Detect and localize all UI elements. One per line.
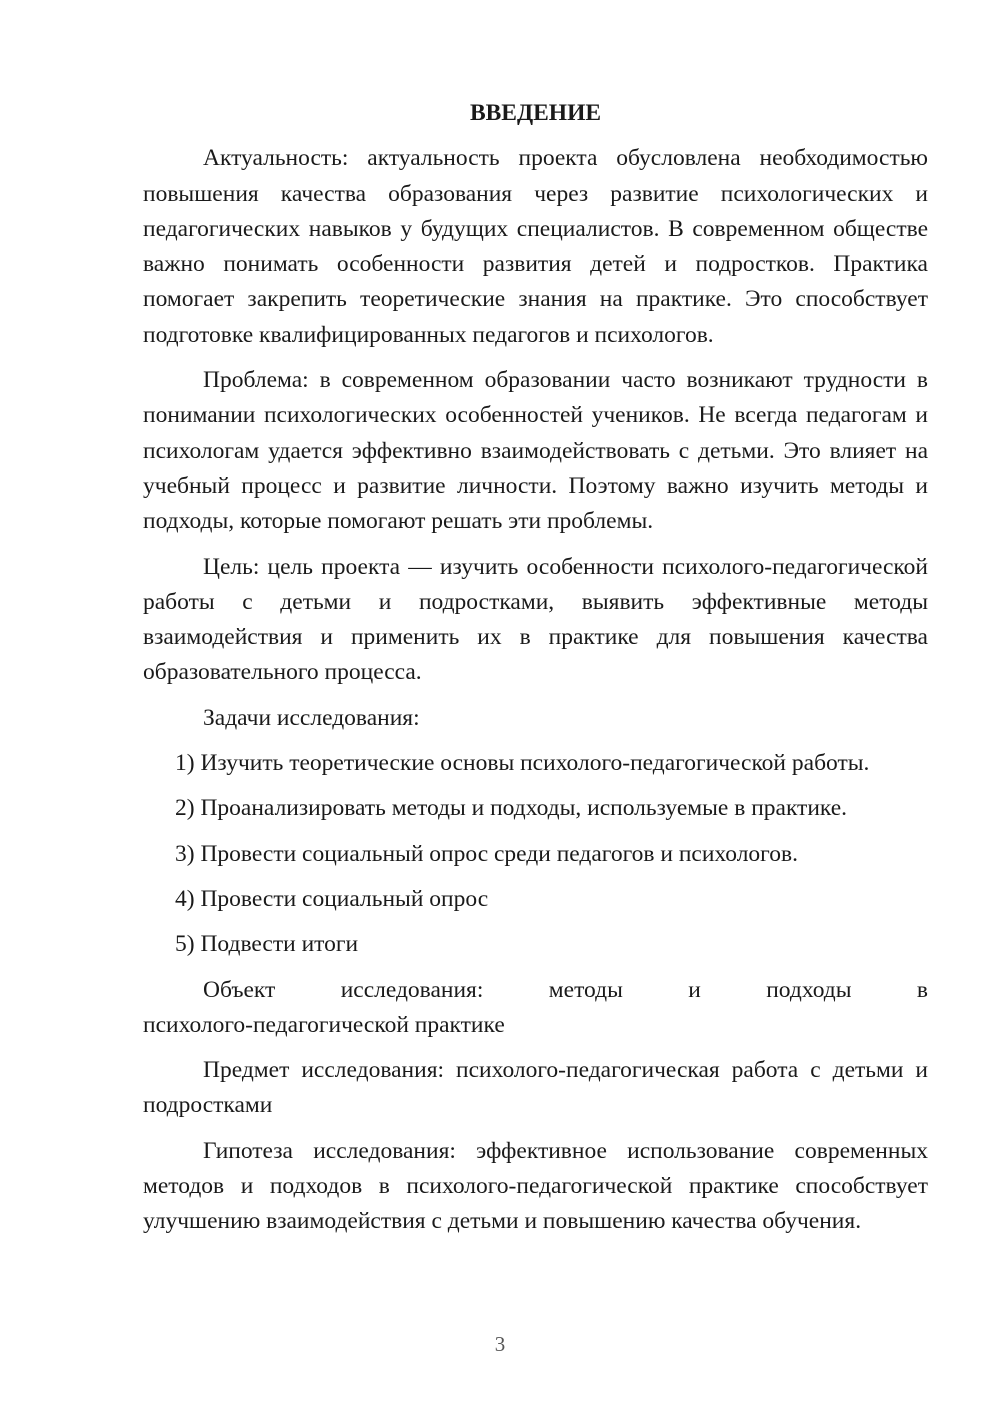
- subject-paragraph: Предмет исследования: психолого-педагогическая работа с детьми и подростками: [143, 1057, 928, 1119]
- task-item: 3) Провести социальный опрос среди педагогов и психологов.: [175, 840, 798, 867]
- task-item: 1) Изучить теоретические основы психолого-педагогической работы.: [175, 750, 870, 777]
- goal-paragraph: Цель: цель проекта — изучить особенности психолого-педагогической работы с детьми и подростками, выявить эффективные методы взаимодействия и применить их в практике для повышения качества образовательного процесса.: [143, 553, 928, 686]
- object-paragraph-line2: психолого-педагогической практике: [143, 1011, 505, 1038]
- tasks-list: [143, 746, 928, 962]
- problem-paragraph: Проблема: в современном образовании часто возникают трудности в понимании психологических особенностей учеников. Не всегда педагогам и психологам удается эффективно взаимодействовать с детьми. Это влияет на учебный процесс и развитие личности. Поэтому важно изучить методы и подходы, которые помогают решать эти проблемы.: [143, 367, 928, 535]
- hypothesis-paragraph: Гипотеза исследования: эффективное использование современных методов и подходов в психолого-педагогической практике способствует улучшению взаимодействия с детьми и повышению качества обучения.: [143, 1137, 928, 1235]
- section-heading: ВВЕДЕНИЕ: [469, 100, 602, 126]
- task-item: 5) Подвести итоги: [175, 931, 359, 958]
- tasks-title: Задачи исследования:: [203, 704, 420, 731]
- relevance-paragraph: Актуальность: актуальность проекта обусловлена необходимостью повышения качества образования через развитие психологических и педагогических навыков у будущих специалистов. В современном обществе важно понимать особенности развития детей и подростков. Практика помогает закрепить теоретические знания на практике. Это способствует подготовке квалифицированных педагогов и психологов.: [143, 145, 928, 348]
- object-paragraph-line1: Объект исследования: методы и подходы в: [203, 976, 928, 1003]
- page-number: 3: [494, 1332, 506, 1356]
- task-item: 4) Провести социальный опрос: [175, 885, 489, 912]
- task-item: 2) Проанализировать методы и подходы, используемые в практике.: [175, 795, 848, 822]
- document-page: [143, 96, 928, 1250]
